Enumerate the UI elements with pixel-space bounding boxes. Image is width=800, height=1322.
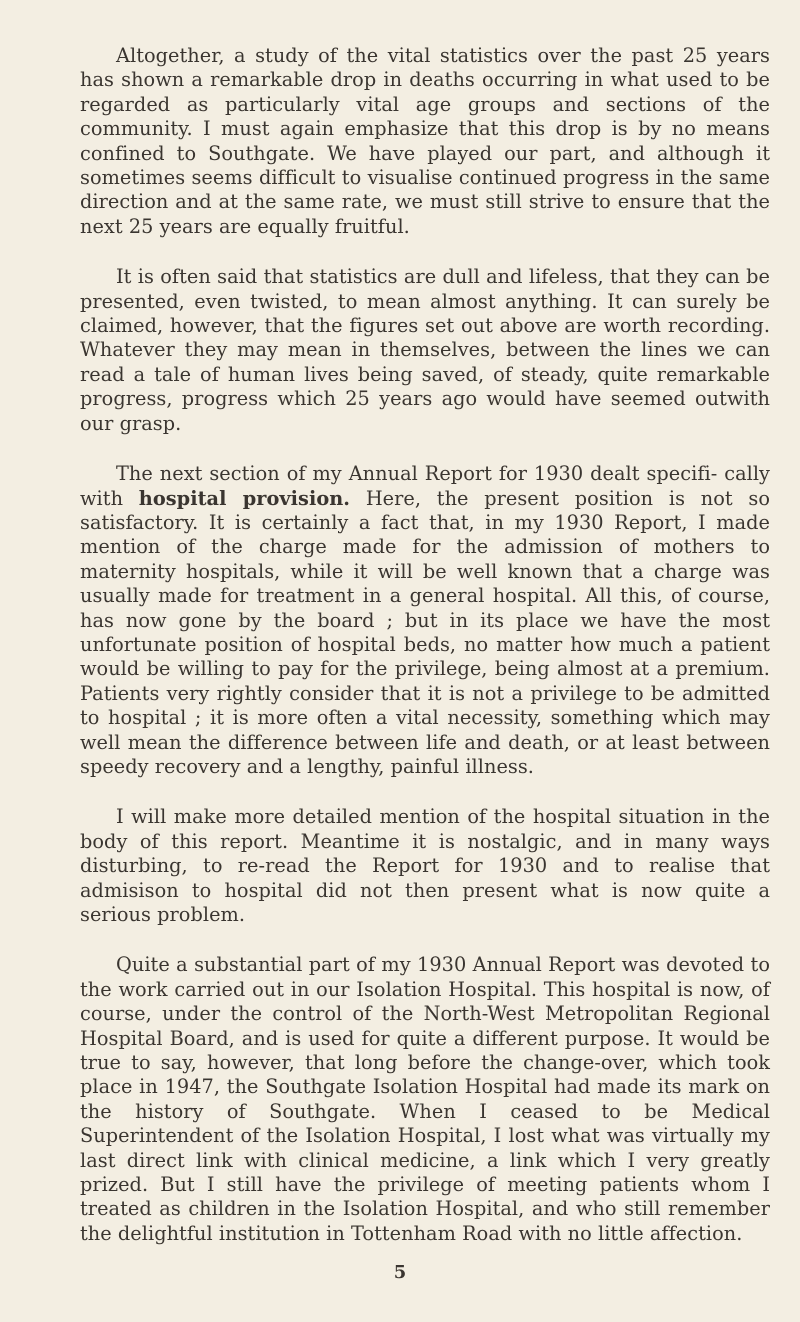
paragraph-statistics-dull: It is often said that statistics are dull and lifeless, that they can be presented, even twisted, to mean almost anything. It can surely be claimed, however, that the figures set out above are worth recording. Whatever they may mean in themselves, between the lines we can read a tale of human lives being saved, of steady, quite remarkable progress, progress which 25 years ago would have seemed outwith our grasp. <box>80 265 770 435</box>
paragraph-hospital-situation: I will make more detailed mention of the hospital situation in the body of this report. Meantime it is nostalgic, and in many ways disturbing, to re-read the Report for 1930 and to realise that admisison to hospital did not then present what is now quite a serious problem. <box>80 805 770 926</box>
document-page <box>80 44 770 1272</box>
paragraph-isolation-hospital: Quite a substantial part of my 1930 Annual Report was devoted to the work carried out in our Isolation Hospital. This hospital is now, of course, under the control of the North-West Metropolitan Regional Hospital Board, and is used for quite a different purpose. It would be true to say, however, that long before the change-over, which took place in 1947, the Southgate Isolation Hospital had made its mark on the history of Southgate. When I ceased to be Medical Superintendent of the Isolation Hospital, I lost what was virtually my last direct link with clinical medicine, a link which I very greatly prized. But I still have the privilege of meeting patients whom I treated as children in the Isolation Hospital, and who still remember the delightful institution in Tottenham Road with no little affection. <box>80 953 770 1245</box>
paragraph-vital-statistics: Altogether, a study of the vital statistics over the past 25 years has shown a remarkable drop in deaths occurring in what used to be regarded as particularly vital age groups and sections of the community. I must again emphasize that this drop is by no means confined to Southgate. We have played our part, and although it sometimes seems difficult to visualise continued progress in the same direction and at the same rate, we must still strive to ensure that the next 25 years are equally fruitful. <box>80 44 770 238</box>
paragraph-text: The next section of my Annual Report for 1930 dealt specifi- cally with <box>80 462 770 510</box>
bold-term-hospital-provision: hospital provision. <box>138 486 351 510</box>
page-number: 5 <box>393 1262 407 1283</box>
paragraph-text: Here, the present position is not so satisfactory. It is certainly a fact that, in my 1930 Report, I made mention of the charge made for the admission of mothers to maternity hospitals, while it will be well known that a charge was usually made for treatment in a general hospital. All this, of course, has now gone by the board ; but in its place we have the most unfortunate position of hospital beds, no matter how much a patient would be willing to pay for the privilege, being almost at a premium. Patients very rightly consider that it is not a privilege to be admitted to hospital ; it is more often a vital necessity, something which may well mean the difference between life and death, or at least between speedy recovery and a lengthy, painful illness. <box>80 486 771 778</box>
paragraph-hospital-provision <box>80 462 770 779</box>
